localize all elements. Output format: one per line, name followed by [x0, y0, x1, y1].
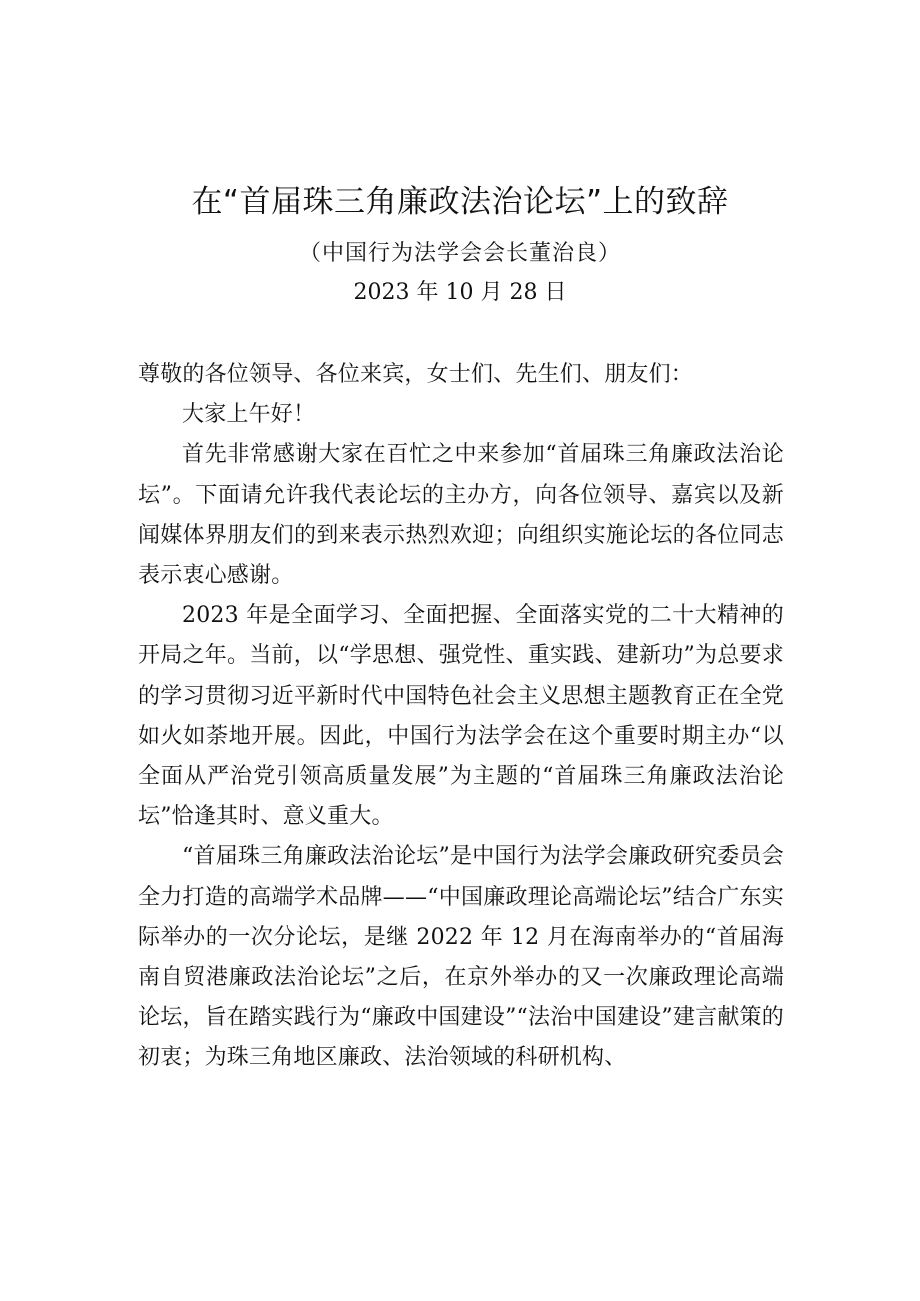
- body-paragraph: 首先非常感谢大家在百忙之中来参加“首届珠三角廉政法治论坛”。下面请允许我代表论坛的主办方，向各位领导、嘉宾以及新闻媒体界朋友们的到来表示热烈欢迎；向组织实施论坛的各位同志表示衷心感谢。: [138, 442, 784, 589]
- body-paragraph: “首届珠三角廉政法治论坛”是中国行为法学会廉政研究委员会全力打造的高端学术品牌——“中国廉政理论高端论坛”结合广东实际举办的一次分论坛，是继 2022 年 12 月在海南举办的“首届海南自贸港廉政法治论坛”之后，在京外举办的又一次廉政理论高端论坛，旨在踏实践行为“廉政中国建设”“法治中国建设”建言献策的初衷；为珠三角地区廉政、法治领域的科研机构、: [138, 844, 784, 1071]
- speech-date: 2023 年 10 月 28 日: [353, 280, 567, 305]
- document-title: 在“首届珠三角廉政法治论坛”上的致辞: [191, 184, 729, 220]
- greeting-paragraph: 大家上午好！: [182, 402, 316, 428]
- body-paragraph: 2023 年是全面学习、全面把握、全面落实党的二十大精神的开局之年。当前，以“学思想、强党性、重实践、建新功”为总要求的学习贯彻习近平新时代中国特色社会主义思想主题教育正在全党如火如荼地开展。因此，中国行为法学会在这个重要时期主办“以全面从严治党引领高质量发展”为主题的“首届珠三角廉政法治论坛”恰逢其时、意义重大。: [138, 603, 784, 830]
- speaker-line: （中国行为法学会会长董治良）: [298, 241, 621, 266]
- salutation-paragraph: 尊敬的各位领导、各位来宾，女士们、先生们、朋友们：: [138, 362, 694, 387]
- speech-body: [138, 355, 784, 1079]
